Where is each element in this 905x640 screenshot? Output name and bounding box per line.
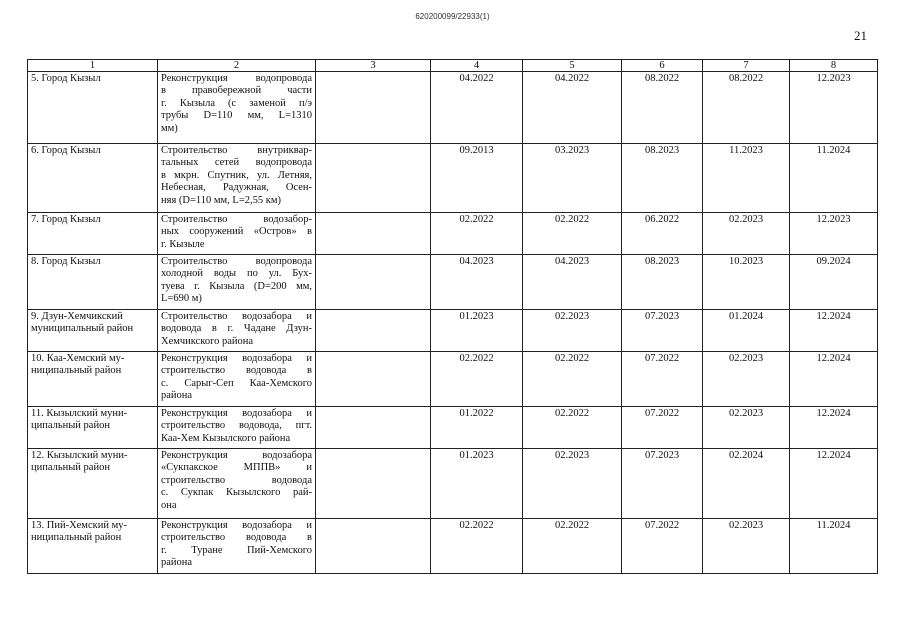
table-cell-col1: [28, 449, 158, 519]
cell-text-line: Строительство водозабора и: [161, 311, 312, 322]
cell-text: 12.2024: [816, 450, 851, 461]
cell-text: 12.2023: [816, 73, 851, 84]
table-cell-col5: [523, 72, 622, 144]
cell-text: 08.2023: [644, 145, 680, 156]
table-row: [28, 72, 878, 144]
table-cell-col5: [523, 255, 622, 310]
table-cell-col5: [523, 310, 622, 352]
table-cell-col3: [316, 144, 431, 213]
table-row: [28, 519, 878, 574]
cell-text-line: строительство водовода в: [161, 365, 312, 377]
table-cell-col2: [158, 449, 316, 519]
cell-text: 02.2023: [554, 450, 590, 461]
cell-text-line: Реконструкция водозабора и: [161, 353, 312, 364]
table-row: [28, 352, 878, 407]
document-id: 620200099/22933(1): [415, 12, 490, 21]
cell-text: 02.2023: [728, 520, 764, 531]
table-cell-col2: [158, 255, 316, 310]
table-body: [28, 72, 878, 574]
table-cell-col3: [316, 72, 431, 144]
table-cell-col6: [622, 449, 703, 519]
cell-text: 01.2024: [728, 311, 764, 322]
table-cell-col1: [28, 407, 158, 449]
cell-text: 06.2022: [644, 214, 680, 225]
table-cell-col6: [622, 407, 703, 449]
cell-text-line: г. Кызыле: [161, 238, 205, 250]
cell-text-line: 10. Каа-Хемский му-: [31, 353, 125, 364]
cell-text-line: ципальный район: [31, 462, 110, 474]
cell-text: 09.2013: [459, 145, 494, 156]
cell-text: 11.2024: [816, 145, 851, 156]
table-cell-col6: [622, 519, 703, 574]
cell-text-line: в мкрн. Спутник, ул. Летняя,: [161, 169, 312, 181]
cell-text-line: 13. Пий-Хемский му-: [31, 520, 127, 531]
cell-text-line: с. Сукпак Кызылского рай-: [161, 487, 312, 499]
cell-text-line: Строительство водопровода: [161, 256, 312, 267]
table-cell-col4: [431, 310, 523, 352]
cell-text: 01.2022: [459, 408, 494, 419]
cell-text: 02.2022: [554, 214, 590, 225]
table-cell-col5: [523, 449, 622, 519]
table-cell-col7: [703, 407, 790, 449]
cell-text: 07.2023: [644, 311, 680, 322]
table-cell-col4: [431, 519, 523, 574]
table-cell-col4: [431, 213, 523, 255]
cell-text: 04.2022: [459, 73, 494, 84]
table-cell-col4: [431, 449, 523, 519]
cell-text: 8. Город Кызыл: [31, 256, 101, 267]
table-row: [28, 255, 878, 310]
cell-text-line: Строительство водозабор-: [161, 214, 312, 225]
cell-text-line: Хемчикского района: [161, 335, 254, 347]
cell-text: 03.2023: [554, 145, 590, 156]
table-cell-col3: [316, 310, 431, 352]
cell-text: 07.2022: [644, 353, 680, 364]
table-cell-col1: [28, 255, 158, 310]
table-cell-col2: [158, 519, 316, 574]
cell-text: 07.2023: [644, 450, 680, 461]
cell-text-line: 12. Кызылский муни-: [31, 450, 128, 461]
table-cell-col1: [28, 72, 158, 144]
table-cell-col6: [622, 72, 703, 144]
cell-text: 02.2024: [728, 450, 764, 461]
table-cell-col8: [790, 519, 878, 574]
cell-text-line: она: [161, 499, 177, 511]
cell-text-line: Каа-Хем Кызылского района: [161, 432, 291, 444]
cell-text-line: трубы D=110 мм, L=1310: [161, 110, 312, 122]
cell-text: 02.2023: [554, 311, 590, 322]
cell-text: 01.2023: [459, 450, 494, 461]
table-cell-col7: [703, 213, 790, 255]
cell-text-line: Реконструкция водозабора и: [161, 408, 312, 419]
cell-text: 12.2024: [816, 408, 851, 419]
cell-text-line: Реконструкция водозабора: [161, 450, 312, 461]
cell-text-line: «Сукпакское МППВ» и: [161, 462, 312, 474]
table-row: [28, 310, 878, 352]
cell-text: 10.2023: [728, 256, 764, 267]
column-header-4: 4: [431, 60, 523, 72]
cell-text-line: ниципальный район: [31, 365, 122, 377]
cell-text-line: няя (D=110 мм, L=2,55 км): [161, 194, 282, 206]
cell-text: 02.2023: [728, 408, 764, 419]
table-cell-col5: [523, 144, 622, 213]
cell-text: 5. Город Кызыл: [31, 73, 101, 84]
cell-text-line: L=690 м): [161, 293, 202, 305]
page-number: 21: [854, 28, 867, 43]
table-cell-col1: [28, 144, 158, 213]
cell-text-line: Реконструкция водозабора и: [161, 520, 312, 531]
table-cell-col3: [316, 407, 431, 449]
column-header-7: 7: [703, 60, 790, 72]
table-cell-col8: [790, 449, 878, 519]
table-cell-col7: [703, 144, 790, 213]
cell-text: 09.2024: [816, 256, 851, 267]
cell-text: 12.2023: [816, 214, 851, 225]
table-cell-col6: [622, 310, 703, 352]
table-cell-col2: [158, 144, 316, 213]
table-cell-col5: [523, 213, 622, 255]
column-header-8: 8: [790, 60, 878, 72]
table-cell-col4: [431, 352, 523, 407]
table-cell-col5: [523, 519, 622, 574]
cell-text: 12.2024: [816, 353, 851, 364]
table-cell-col4: [431, 72, 523, 144]
table-cell-col6: [622, 213, 703, 255]
cell-text-line: строительство водовода: [161, 474, 312, 486]
cell-text-line: района: [161, 557, 193, 569]
table-cell-col2: [158, 310, 316, 352]
cell-text: 02.2023: [728, 214, 764, 225]
table-cell-col4: [431, 407, 523, 449]
cell-text: 02.2022: [459, 520, 494, 531]
cell-text-line: тальных сетей водопровода: [161, 157, 312, 169]
table-cell-col7: [703, 310, 790, 352]
cell-text-line: 9. Дзун-Хемчикский: [31, 311, 123, 322]
table-cell-col4: [431, 255, 523, 310]
table-cell-col6: [622, 144, 703, 213]
table-cell-col8: [790, 407, 878, 449]
column-header-6: 6: [622, 60, 703, 72]
cell-text-line: г. Туране Пий-Хемского: [161, 544, 312, 556]
table-cell-col7: [703, 519, 790, 574]
cell-text: 12.2024: [816, 311, 851, 322]
table-cell-col2: [158, 352, 316, 407]
cell-text: 01.2023: [459, 311, 494, 322]
table-cell-col7: [703, 255, 790, 310]
cell-text-line: водовода в г. Чадане Дзун-: [161, 323, 312, 335]
table-row: [28, 449, 878, 519]
table-cell-col3: [316, 519, 431, 574]
column-header-2: 2: [158, 60, 316, 72]
cell-text-line: с. Сарыг-Сеп Каа-Хемского: [161, 377, 312, 389]
cell-text-line: строительство водовода в: [161, 532, 312, 544]
cell-text: 02.2022: [554, 520, 590, 531]
table-cell-col1: [28, 213, 158, 255]
table-cell-col7: [703, 449, 790, 519]
table-cell-col6: [622, 255, 703, 310]
table-cell-col1: [28, 352, 158, 407]
table-cell-col8: [790, 144, 878, 213]
table-cell-col7: [703, 72, 790, 144]
cell-text-line: района: [161, 390, 193, 402]
cell-text-line: 11. Кызылский муни-: [31, 408, 128, 419]
table-cell-col2: [158, 72, 316, 144]
column-header-5: 5: [523, 60, 622, 72]
cell-text: 02.2022: [554, 353, 590, 364]
cell-text: 02.2022: [459, 214, 494, 225]
cell-text-line: муниципальный район: [31, 323, 134, 335]
table-cell-col7: [703, 352, 790, 407]
table-cell-col8: [790, 310, 878, 352]
cell-text: 07.2022: [644, 408, 680, 419]
cell-text: 04.2023: [554, 256, 590, 267]
cell-text-line: ных сооружений «Остров» в: [161, 226, 312, 238]
table-row: [28, 407, 878, 449]
cell-text: 7. Город Кызыл: [31, 214, 101, 225]
table-cell-col8: [790, 352, 878, 407]
table-cell-col1: [28, 519, 158, 574]
cell-text-line: Небесная, Радужная, Осен-: [161, 182, 312, 194]
cell-text: 11.2023: [729, 145, 763, 156]
table-cell-col3: [316, 255, 431, 310]
cell-text-line: ниципальный район: [31, 532, 122, 544]
table-cell-col3: [316, 449, 431, 519]
cell-text: 6. Город Кызыл: [31, 145, 101, 156]
cell-text-line: г. Кызыла (с заменой п/э: [161, 97, 312, 109]
cell-text-line: ципальный район: [31, 420, 110, 432]
cell-text: 04.2022: [554, 73, 590, 84]
cell-text: 08.2022: [644, 73, 680, 84]
column-header-1: 1: [28, 60, 158, 72]
table-cell-col6: [622, 352, 703, 407]
table-cell-col8: [790, 213, 878, 255]
table-row: [28, 213, 878, 255]
cell-text: 02.2022: [459, 353, 494, 364]
table-cell-col3: [316, 213, 431, 255]
table-cell-col5: [523, 352, 622, 407]
column-header-3: 3: [316, 60, 431, 72]
table-cell-col4: [431, 144, 523, 213]
cell-text: 07.2022: [644, 520, 680, 531]
table-cell-col5: [523, 407, 622, 449]
cell-text: 02.2023: [728, 353, 764, 364]
cell-text-line: строительство водовода, пгт.: [161, 420, 312, 432]
cell-text-line: туева г. Кызыла (D=200 мм,: [161, 280, 312, 292]
cell-text: 08.2023: [644, 256, 680, 267]
table-cell-col3: [316, 352, 431, 407]
table-cell-col8: [790, 255, 878, 310]
table-cell-col2: [158, 213, 316, 255]
cell-text-line: холодной воды по ул. Бух-: [161, 268, 312, 280]
projects-table: [27, 59, 878, 574]
cell-text: 08.2022: [728, 73, 764, 84]
cell-text: 11.2024: [816, 520, 851, 531]
cell-text-line: в правобережной части: [161, 85, 312, 97]
column-number-row: [28, 60, 878, 72]
table-cell-col1: [28, 310, 158, 352]
table-cell-col2: [158, 407, 316, 449]
table-cell-col8: [790, 72, 878, 144]
cell-text-line: Реконструкция водопровода: [161, 73, 312, 84]
cell-text: 04.2023: [459, 256, 494, 267]
cell-text: 02.2022: [554, 408, 590, 419]
cell-text-line: Строительство внутриквар-: [161, 145, 312, 156]
cell-text-line: мм): [161, 122, 178, 134]
table-row: [28, 144, 878, 213]
